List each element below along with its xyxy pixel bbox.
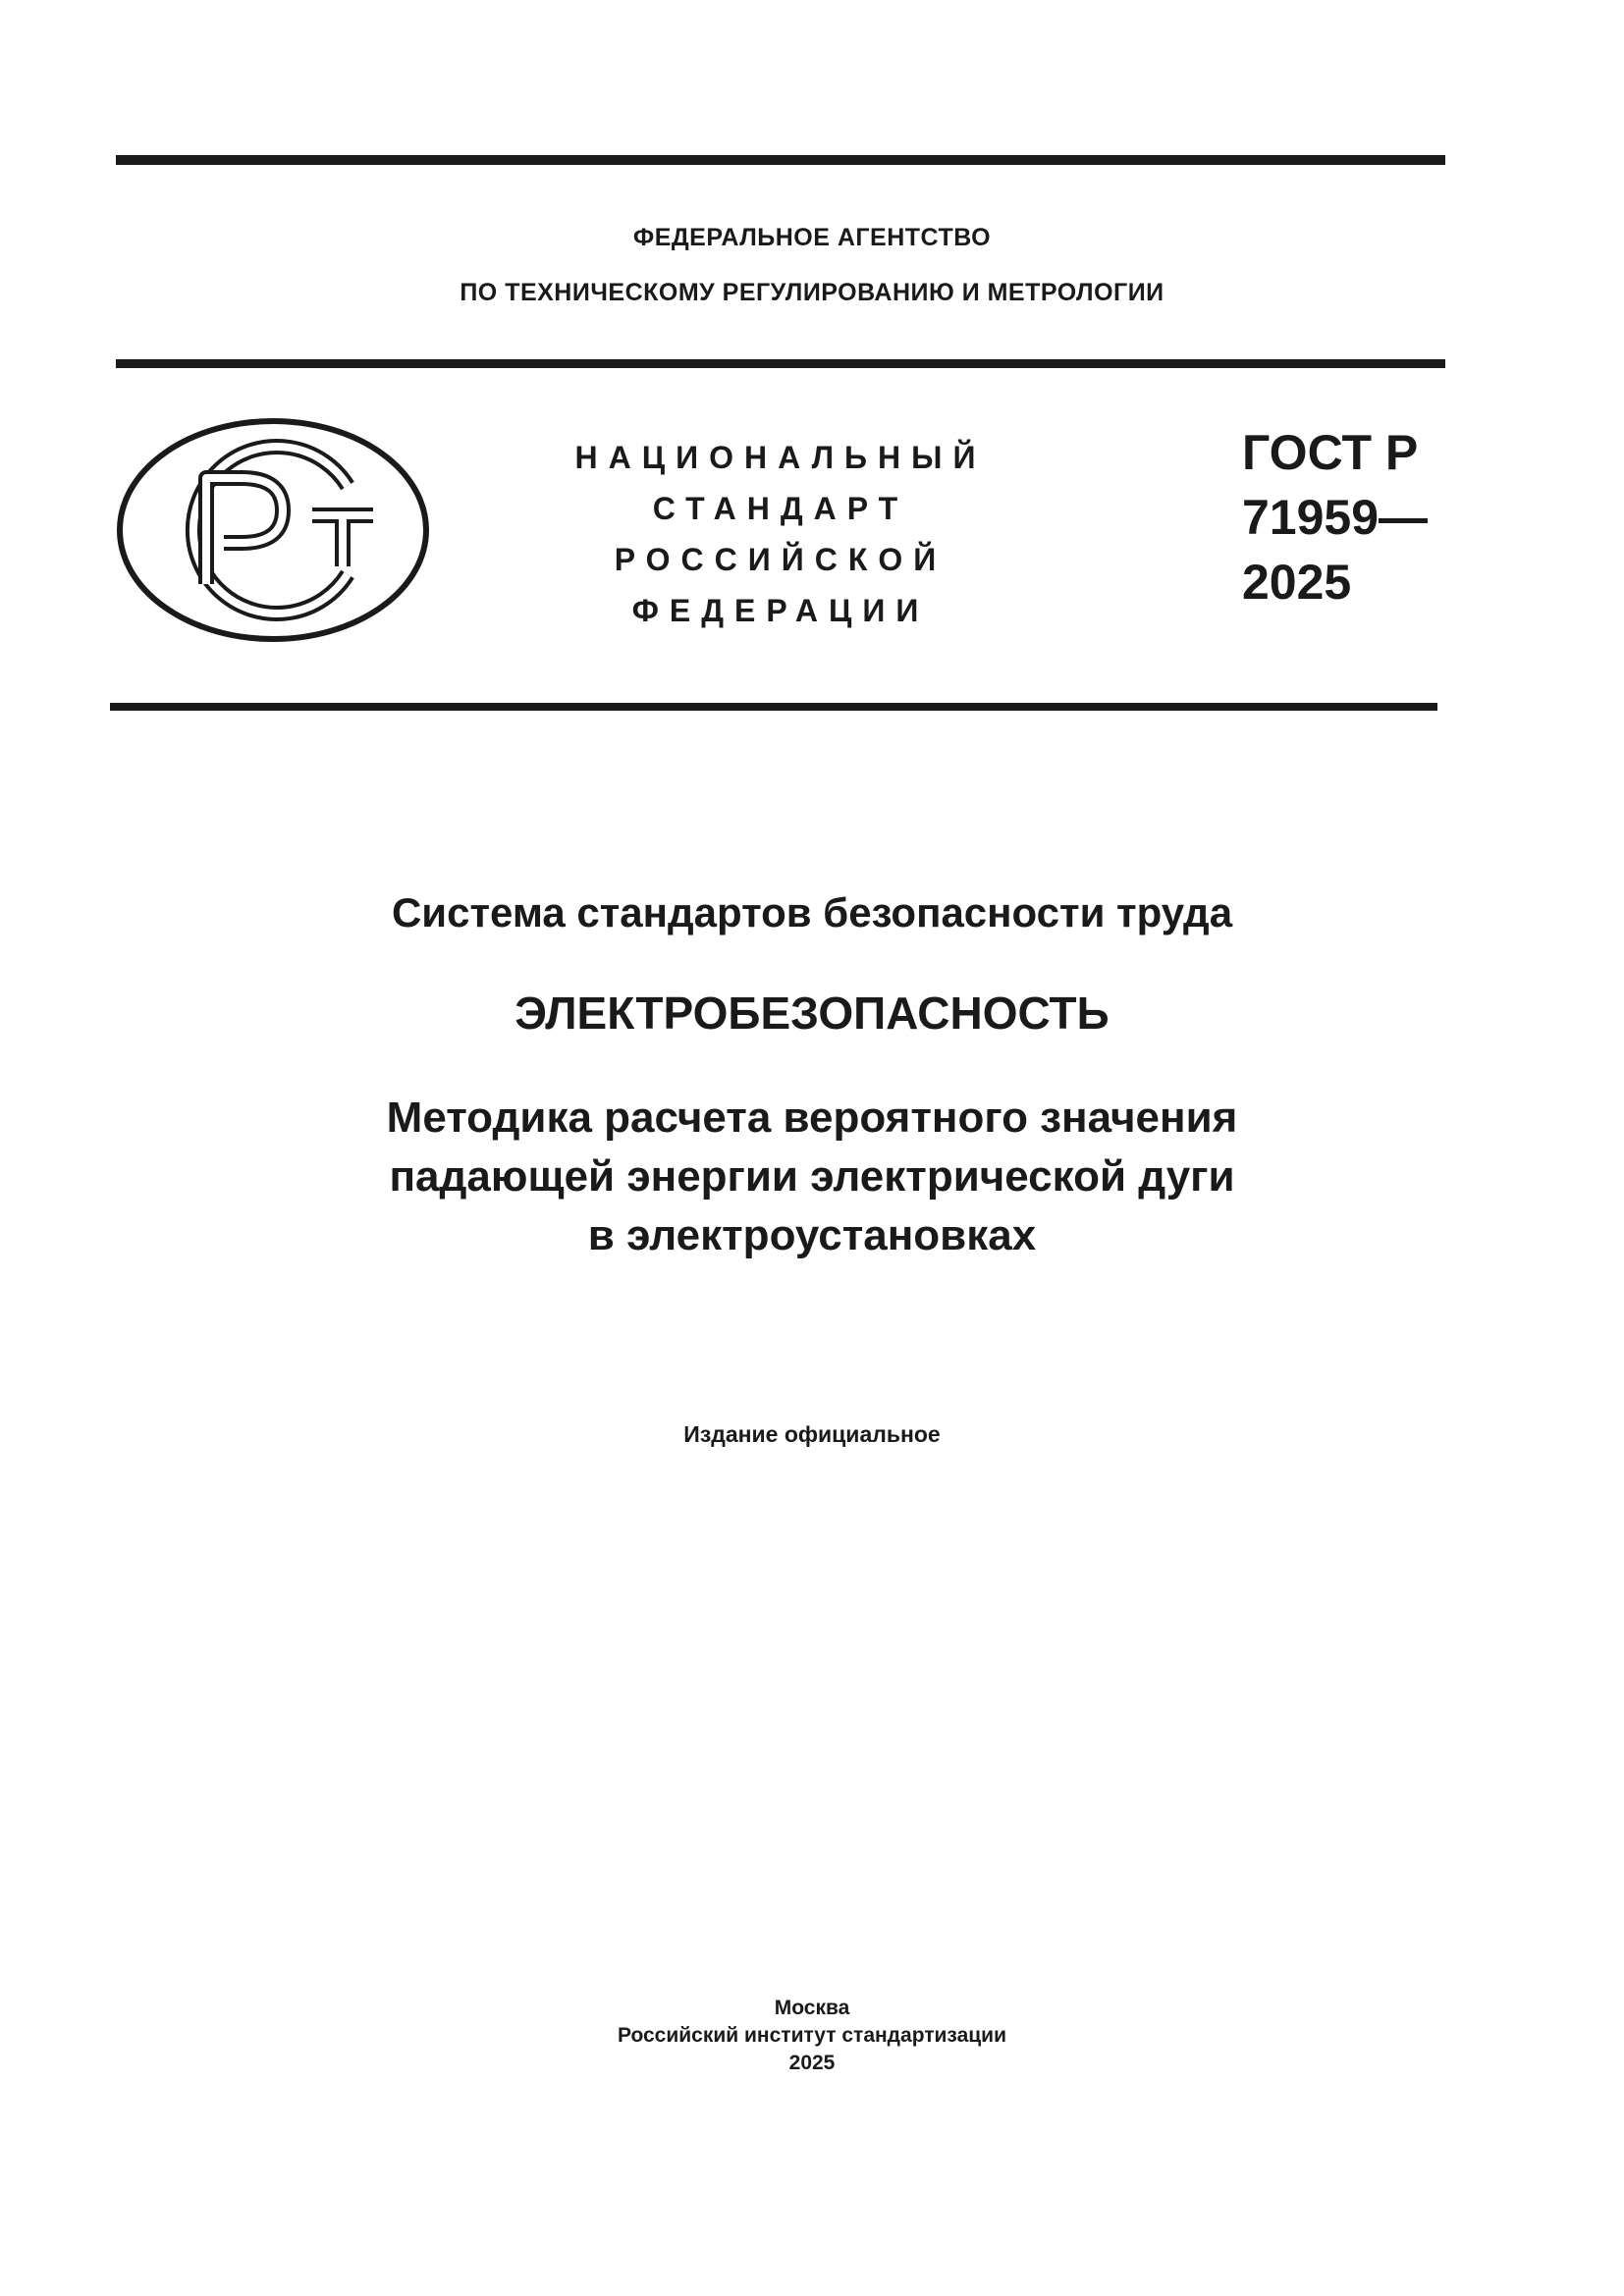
agency-rule <box>116 359 1445 368</box>
national-standard-line-2: СТАНДАРТ <box>652 491 909 526</box>
top-rule <box>116 155 1445 165</box>
subtitle-line-3: в электроустановках <box>587 1211 1037 1259</box>
subtitle-line-2: падающей энергии электрической дуги <box>389 1152 1235 1201</box>
publisher-year: 2025 <box>788 2052 836 2074</box>
designation-line-3: 2025 <box>1242 555 1352 610</box>
publisher-name: Российский институт стандартизации <box>617 2024 1007 2047</box>
edition-note: Издание официальное <box>683 1421 941 1447</box>
subtitle-line-1: Методика расчета вероятного значения <box>386 1094 1238 1142</box>
rst-mark-icon <box>116 417 430 643</box>
header-bottom-rule <box>110 703 1437 711</box>
national-standard-line-4: ФЕДЕРАЦИИ <box>631 593 930 628</box>
system-title: Система стандартов безопасности труда <box>391 889 1233 935</box>
agency-line-1: ФЕДЕРАЛЬНОЕ АГЕНТСТВО <box>632 224 992 251</box>
publisher-city: Москва <box>774 1997 850 2019</box>
designation-line-1: ГОСТ Р <box>1242 425 1419 480</box>
agency-line-2: ПО ТЕХНИЧЕСКОМУ РЕГУЛИРОВАНИЮ И МЕТРОЛОГИИ <box>460 279 1164 306</box>
national-standard-line-3: РОССИЙСКОЙ <box>614 542 947 577</box>
designation-line-2: 71959— <box>1242 490 1429 545</box>
national-standard-line-1: НАЦИОНАЛЬНЫЙ <box>574 440 987 475</box>
standard-designation <box>1242 420 1428 614</box>
main-title: ЭЛЕКТРОБЕЗОПАСНОСТЬ <box>514 988 1110 1039</box>
